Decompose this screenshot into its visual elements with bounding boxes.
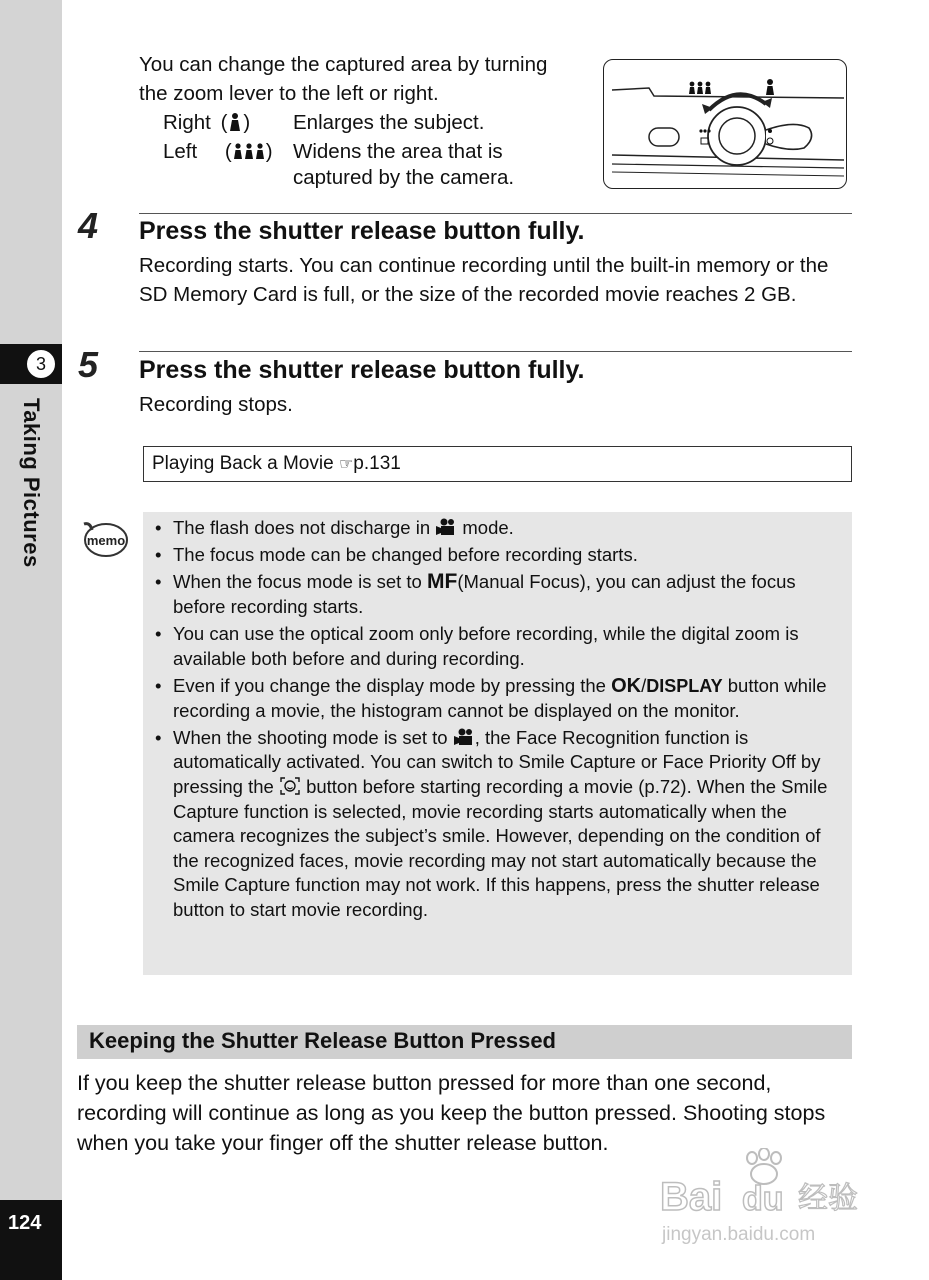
step-5-number: 5 [78, 344, 99, 385]
tele-person-icon [227, 112, 243, 132]
memo-item-focus-change: • The focus mode can be changed before recording starts. [155, 543, 845, 568]
zoom-right-label: Right [163, 111, 211, 134]
step-4-rule [139, 213, 852, 214]
memo-item-display: • Even if you change the display mode by pressing the OK/DISPLAY button while recording a movie, the histogram cannot be displayed on the monitor. [155, 674, 845, 723]
zoom-left-label: Left [163, 140, 198, 163]
camera-zoom-illustration [603, 59, 847, 189]
memo-item-manual-focus: • When the focus mode is set to MF(Manual Focus), you can adjust the focus before recording starts. [155, 570, 845, 619]
section-body: If you keep the shutter release button pressed for more than one second, recording will continue as long as you keep the button pressed. Shooting stops when you take your finger off the shutter release button. [77, 1071, 826, 1155]
camera-top-drawing [604, 60, 847, 189]
zoom-right-row: Right ( ) [163, 111, 251, 134]
svg-text:du: du [742, 1180, 784, 1218]
zoom-right-desc: Enlarges the subject. [293, 111, 485, 134]
svg-text:经验: 经验 [798, 1181, 858, 1216]
pointing-hand-icon: ☞ [338, 456, 354, 473]
step-4-title: Press the shutter release button fully. [139, 217, 585, 245]
zoom-left-row: Left ( ) [163, 140, 273, 163]
svg-text:Bai: Bai [660, 1175, 723, 1219]
step-5-rule [139, 351, 852, 352]
wide-people-icon [232, 141, 266, 161]
baidu-watermark [660, 1148, 880, 1248]
svg-text:memo: memo [86, 533, 126, 548]
step-4-body: Recording starts. You can continue recording until the built-in memory or the SD Memory Card is full, or the size of the recorded movie reaches 2 GB. [139, 254, 829, 306]
chapter-number: 3 [25, 348, 57, 380]
step-5-title: Press the shutter release button fully. [139, 356, 585, 384]
display-symbol: DISPLAY [646, 675, 723, 696]
mf-symbol: MF [427, 570, 458, 594]
memo-icon [80, 518, 128, 560]
reference-box [143, 446, 852, 482]
zoom-left-desc-2: captured by the camera. [293, 166, 515, 189]
section-title: Keeping the Shutter Release Button Pressed [89, 1028, 556, 1053]
page-number: 124 [8, 1212, 42, 1234]
memo-item-flash: • The flash does not discharge in mode. [155, 516, 845, 541]
step-5-body: Recording stops. [139, 393, 293, 416]
reference-text: Playing Back a Movie [152, 453, 334, 474]
movie-mode-icon [435, 517, 457, 537]
reference-page-link[interactable]: p.131 [353, 453, 401, 474]
memo-item-zoom: • You can use the optical zoom only before recording, while the digital zoom is available both before and during recording. [155, 622, 845, 671]
memo-item-face-recognition: • When the shooting mode is set to , the Face Recognition function is automatically activated. You can switch to Smile Capture or Face Priority Off by pressing the button before starting recording a movie (p.72). When the Smile Capture function is selected, movie recording starts automatically when the camera recognizes the subject’s smile. However, depending on the condition of the recognized faces, movie recording may not start automatically because the Smile Capture function may not work. If this happens, press the shutter release button to start movie recording. [155, 726, 845, 923]
face-detection-icon [279, 776, 301, 796]
memo-list [155, 516, 845, 925]
ok-symbol: OK [611, 674, 642, 697]
svg-text:jingyan.baidu.com: jingyan.baidu.com [662, 1224, 816, 1245]
zoom-left-desc-1: Widens the area that is [293, 140, 503, 163]
chapter-title: Taking Pictures [19, 398, 44, 568]
movie-mode-icon [453, 727, 475, 747]
chapter-sidebar [0, 0, 62, 1280]
zoom-intro-text: You can change the captured area by turning the zoom lever to the left or right. [139, 53, 548, 105]
step-4-number: 4 [78, 205, 99, 246]
